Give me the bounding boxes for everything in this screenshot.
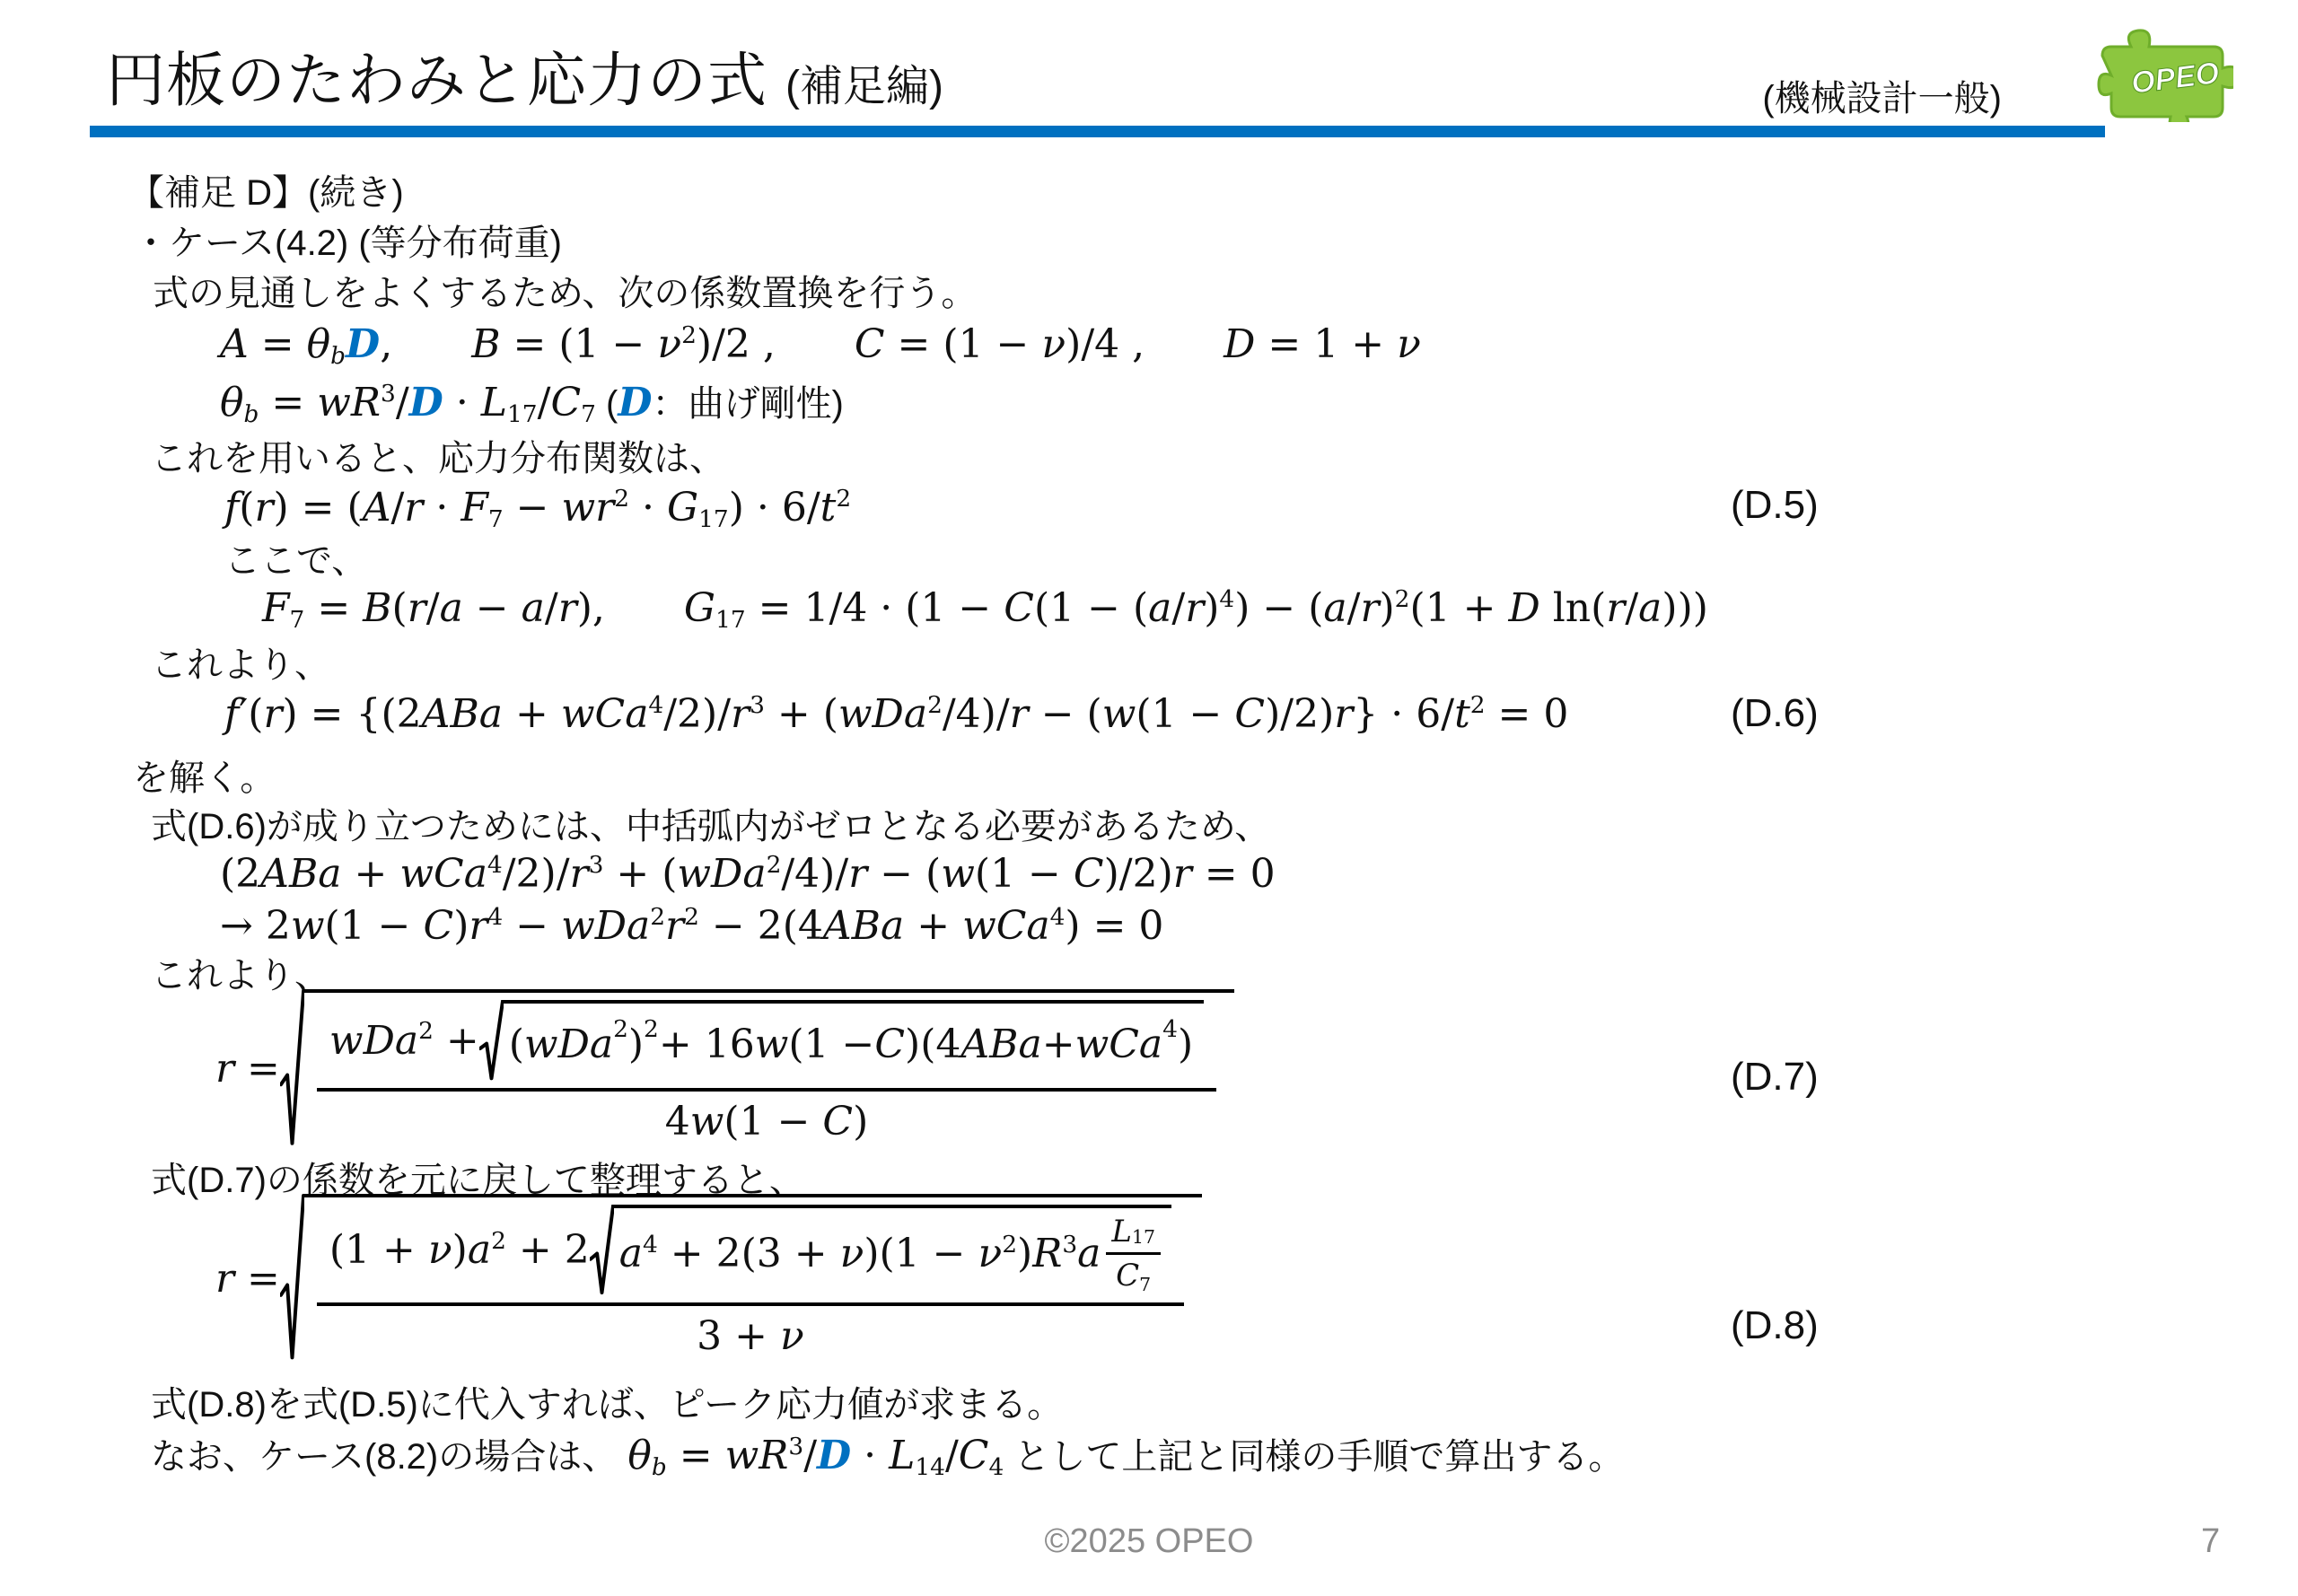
thus-text-2: これより、: [151, 956, 330, 995]
eq-d7-sqrt: [280, 989, 1234, 1148]
eq-d7-inner-sqrt: [479, 1000, 1204, 1081]
eq-d7-fraction: [317, 998, 1216, 1146]
thus-text-1: これより、: [151, 645, 330, 685]
case-heading: ・ケース(4.2) (等分布荷重): [133, 224, 562, 263]
eq-d7-inner-radicand: ( wDa 2 ) 2 + 16 w (1 − C )(4 ABa + wCa 4 ): [502, 1000, 1204, 1081]
eq-d8-sqrt: [280, 1194, 1202, 1363]
page-number: 7: [2201, 1522, 2221, 1560]
title-underline: [90, 126, 2105, 137]
d6-condition-text: 式(D.6)が成り立つためには、中括弧内がゼロとなる必要があるため、: [151, 807, 1271, 846]
eq-d8-fraction: [317, 1203, 1184, 1361]
intro-text: 式の見通しをよくするため、次の係数置換を行う。: [153, 274, 978, 313]
opeo-logo-icon: [2090, 25, 2233, 122]
case82-note-pre: なお、ケース(8.2)の場合は、: [151, 1437, 628, 1477]
eq-d6: $f'(r) = \{(2ABa + wCa^4/2)/r^3 + (wDa^2/4)/r - (w(1 - C)/2)r\} \cdot 6/t^2 = 0$: [224, 690, 1569, 737]
eq-d7-lhs: r =: [215, 1046, 280, 1092]
eq-label-d8: (D.8): [1731, 1303, 1819, 1347]
header-category: (機械設計一般): [1762, 79, 2002, 118]
footer-copyright: ©2025 OPEO: [1044, 1522, 1254, 1560]
eq-label-d5: (D.5): [1731, 483, 1819, 527]
eq-d7-numerator: [317, 998, 1216, 1088]
radical-icon: [479, 1000, 504, 1081]
eq-d8-denominator: 3 + ν: [317, 1302, 1184, 1361]
eq-d8-mini-den: C7: [1106, 1252, 1161, 1293]
eq-d8-inner-sqrt: [590, 1205, 1171, 1295]
eq-f7-g17: F7 = B(r/a − a/r), $G17 = 1/4 \cdot (1 - C(1 - (a/r)^4) - (a/r)^2(1 + D$ ln(r/a))): [262, 584, 1708, 635]
radical-icon: [280, 1194, 304, 1363]
eq-d7-radicand: [303, 989, 1234, 1148]
d7-restore-text: 式(D.7)の係数を元に戻して整理すると、: [151, 1161, 805, 1200]
eq-rearranged: → $2w(1 - C)r^4 - wDa^2r^2 - 2(4ABa + wCa^4) = 0$: [220, 902, 1164, 949]
solve-text: を解く。: [133, 759, 276, 798]
stress-function-intro: これを用いると、応力分布関数は、: [151, 439, 725, 478]
eq-coefficients: A = θbD, $B = (1 - \nu^2)/2$ , C = (1 − ν)/4 , D = 1 + ν: [220, 320, 1421, 371]
eq-d7-denominator: 4w(1 − C): [317, 1088, 1216, 1146]
slide-title: 円板のたわみと応力の式: [106, 47, 767, 113]
radical-icon: [280, 989, 304, 1148]
eq-d8-lhs: r =: [215, 1255, 280, 1302]
eq-theta-b: $\theta b = wR^3/D \cdot L17/C7$ (D：曲げ剛性): [220, 379, 844, 429]
eq-d8-radicand: [303, 1194, 1202, 1363]
page-title: [106, 32, 943, 118]
case82-formula: $\theta b = wR^3/D \cdot L14/C4$: [627, 1432, 1004, 1482]
eq-d7-num-text: wDa$^2$ +: [329, 1017, 479, 1064]
slide-subtitle: (補足編): [785, 63, 943, 110]
eq-d8-num-text: $(1 + \nu)a^2 + 2$: [329, 1226, 590, 1273]
logo-text: OPEO: [2129, 56, 2222, 101]
eq-d8-mini-fraction: L 17 C7: [1106, 1214, 1161, 1293]
eq-d5: $f(r) = (A/r \cdot F7 - wr^2 \cdot G17) \cdot 6/t^2$: [224, 484, 852, 534]
eq-label-d7: (D.7): [1731, 1055, 1819, 1099]
d8-conclusion-text: 式(D.8)を式(D.5)に代入すれば、ピーク応力値が求まる。: [151, 1385, 1064, 1425]
eq-d8: [215, 1194, 1202, 1363]
case82-note: [151, 1431, 1624, 1480]
eq-expanded: $(2ABa + wCa^4/2)/r^3 + (wDa^2/4)/r - (w(1 - C)/2)r = 0$: [220, 850, 1276, 897]
eq-label-d6: (D.6): [1731, 691, 1819, 735]
radical-icon: [590, 1205, 614, 1295]
supplement-heading: 【補足 D】(続き): [128, 173, 404, 213]
case82-note-post: として上記と同様の手順で算出する。: [1004, 1437, 1625, 1477]
eq-d8-numerator: [317, 1203, 1184, 1302]
eq-d8-inner-radicand: $a^4 + 2(3 + \nu)(1 - \nu^2)R^3a$ L 17 C7: [612, 1205, 1171, 1295]
here-text: ここで、: [224, 541, 368, 581]
eq-d7: [215, 989, 1234, 1148]
